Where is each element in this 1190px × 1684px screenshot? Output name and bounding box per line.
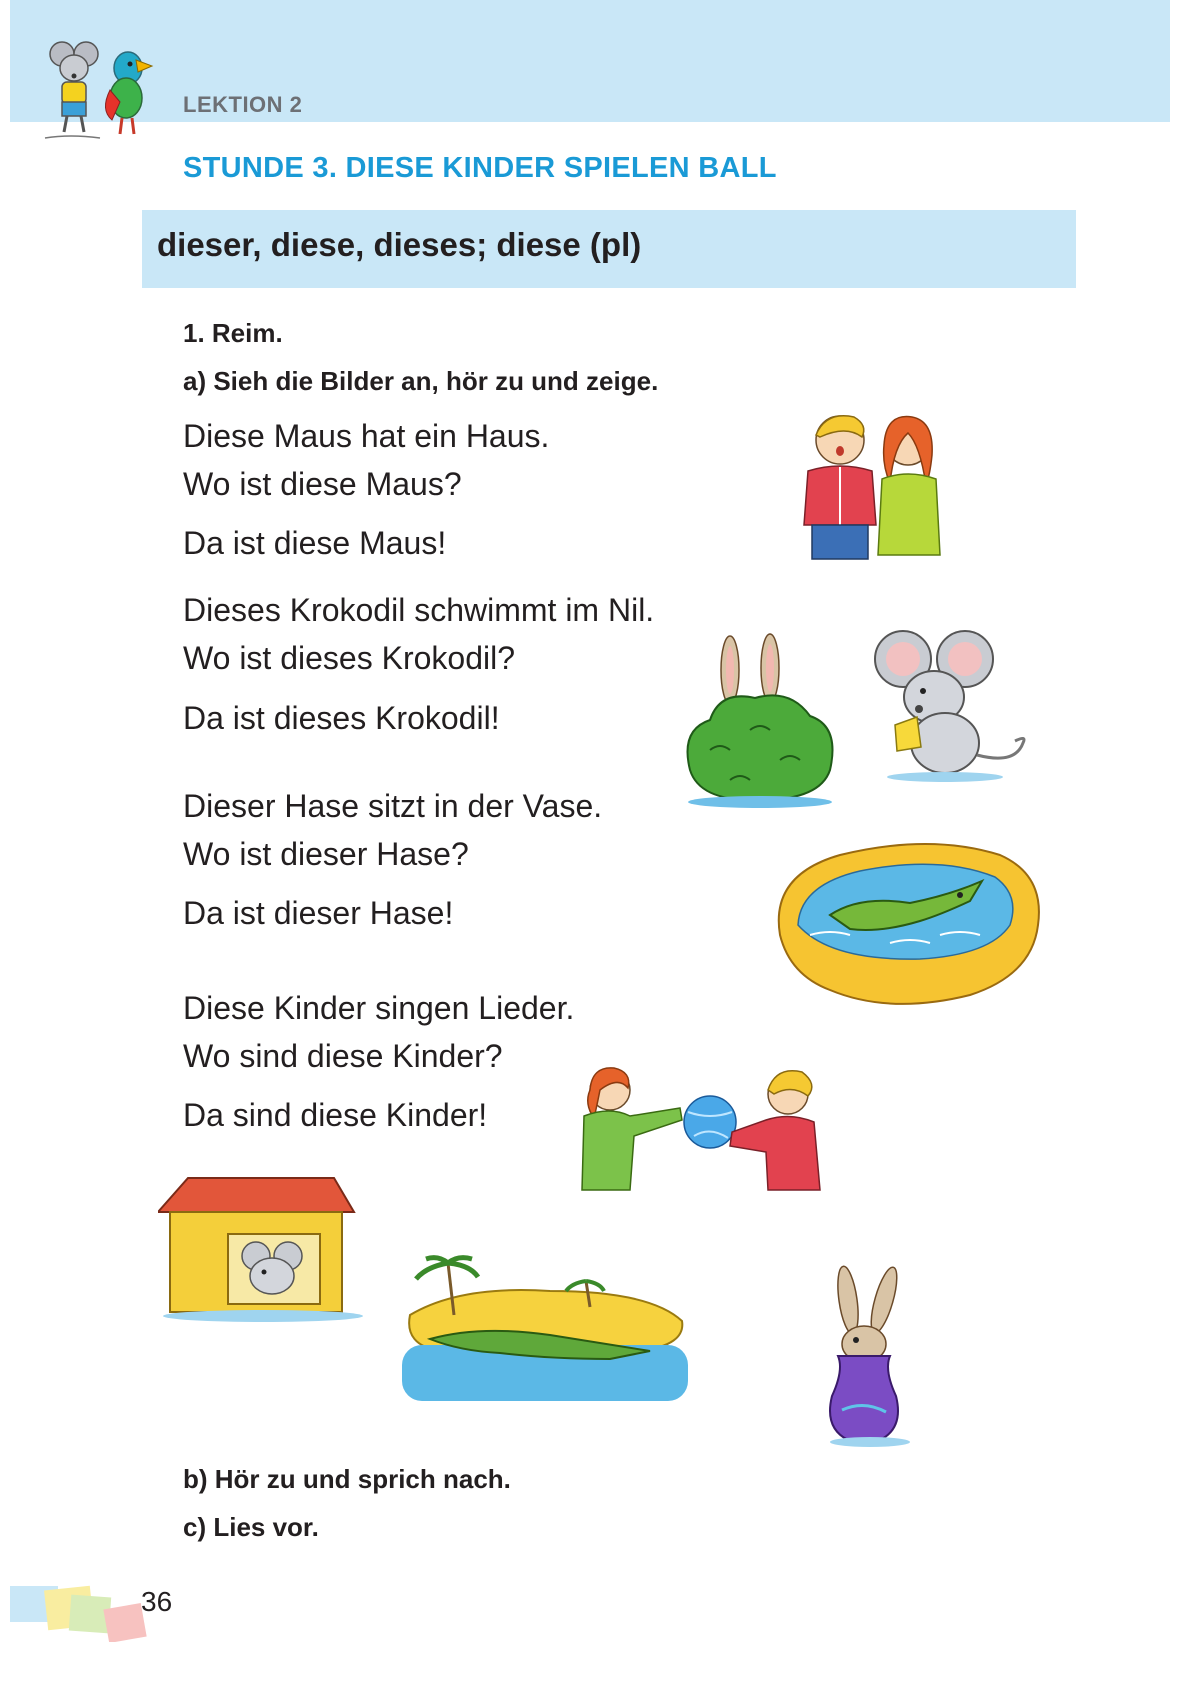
poem-line: Diese Maus hat ein Haus. — [183, 418, 550, 454]
poem-line: Wo sind diese Kinder? — [183, 1038, 503, 1074]
hare-behind-bush-icon — [680, 630, 840, 810]
poem-line: Da ist diese Maus! — [183, 525, 447, 561]
poem-line: Dieses Krokodil schwimmt im Nil. — [183, 592, 655, 628]
two-children-icon — [790, 405, 960, 570]
lesson-label: LEKTION 2 — [183, 92, 303, 117]
poem-line: Da ist dieser Hase! — [183, 895, 454, 931]
poem-line: Da sind diese Kinder! — [183, 1097, 488, 1133]
page-title: STUNDE 3. DIESE KINDER SPIELEN BALL — [183, 152, 777, 184]
grammar-text: dieser, diese, dieses; diese (pl) — [157, 226, 642, 263]
poem-line: Dieser Hase sitzt in der Vase. — [183, 788, 603, 824]
children-playing-ball-icon — [570, 1060, 840, 1195]
task-c: c) Lies vor. — [183, 1512, 319, 1542]
poem-line: Wo ist dieses Krokodil? — [183, 640, 515, 676]
poem-line: Wo ist dieser Hase? — [183, 836, 469, 872]
exercise-heading: 1. Reim. — [183, 318, 283, 348]
poem-line: Diese Kinder singen Lieder. — [183, 990, 575, 1026]
mouse-with-cheese-icon — [865, 625, 1035, 785]
page-number: 36 — [141, 1586, 173, 1617]
mascot-mouse-icon — [45, 42, 100, 138]
poem-line: Wo ist diese Maus? — [183, 466, 462, 502]
crocodile-on-island-icon — [400, 1255, 690, 1405]
poem-line: Da ist dieses Krokodil! — [183, 700, 500, 736]
task-a: a) Sieh die Bilder an, hör zu und zeige. — [183, 366, 659, 396]
crocodile-in-pool-icon — [770, 825, 1050, 1010]
hare-in-vase-icon — [808, 1260, 933, 1450]
mascots-icon — [40, 40, 160, 150]
mascot-parrot-icon — [105, 52, 152, 134]
corner-decoration-icon — [10, 1582, 150, 1642]
mouse-in-house-icon — [158, 1172, 363, 1322]
task-b: b) Hör zu und sprich nach. — [183, 1464, 511, 1494]
